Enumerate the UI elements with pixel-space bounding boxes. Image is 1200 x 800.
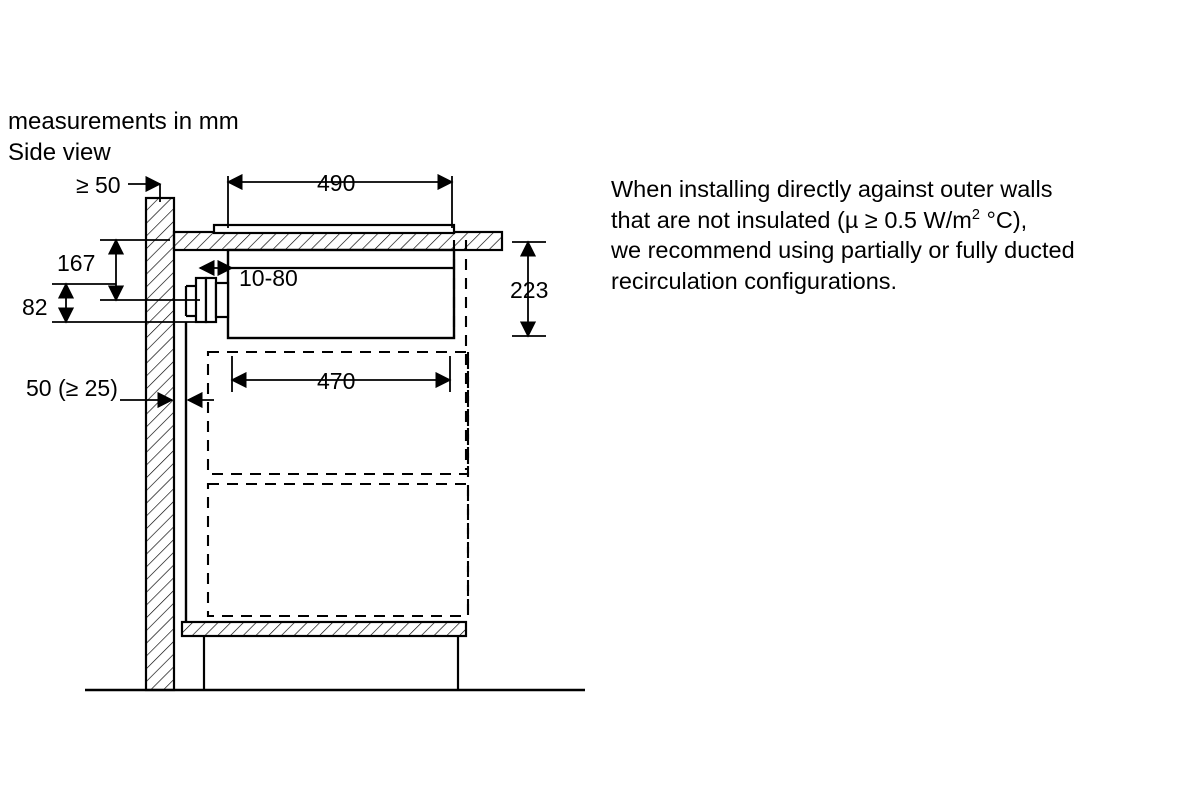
label-duct-range: 10-80 [239,265,298,291]
label-front-gap: 50 (≥ 25) [26,375,118,401]
installation-note [611,174,1191,296]
label-height-82: 82 [22,294,48,320]
label-height-223: 223 [510,277,549,303]
note-line-2-tail: °C), [979,206,1028,233]
view-label: Side view [8,139,111,166]
note-line-4: recirculation configurations. [611,267,898,294]
note-line-2-superscript: 2 [971,206,980,223]
label-depth-inner: 470 [317,368,356,394]
extractor-body [228,250,454,338]
label-depth-top: 490 [317,170,356,196]
wall [146,198,174,690]
hob-plate [214,225,454,233]
label-height-167: 167 [57,250,96,276]
note-line-2: that are not insulated (µ ≥ 0.5 W/m [611,206,972,233]
worktop [174,232,502,250]
note-line-3: we recommend using partially or fully ducted [611,237,1075,264]
note-line-1: When installing directly against outer walls [611,176,1053,202]
label-wall-gap: ≥ 50 [76,172,121,198]
units-note: measurements in mm [8,108,239,135]
